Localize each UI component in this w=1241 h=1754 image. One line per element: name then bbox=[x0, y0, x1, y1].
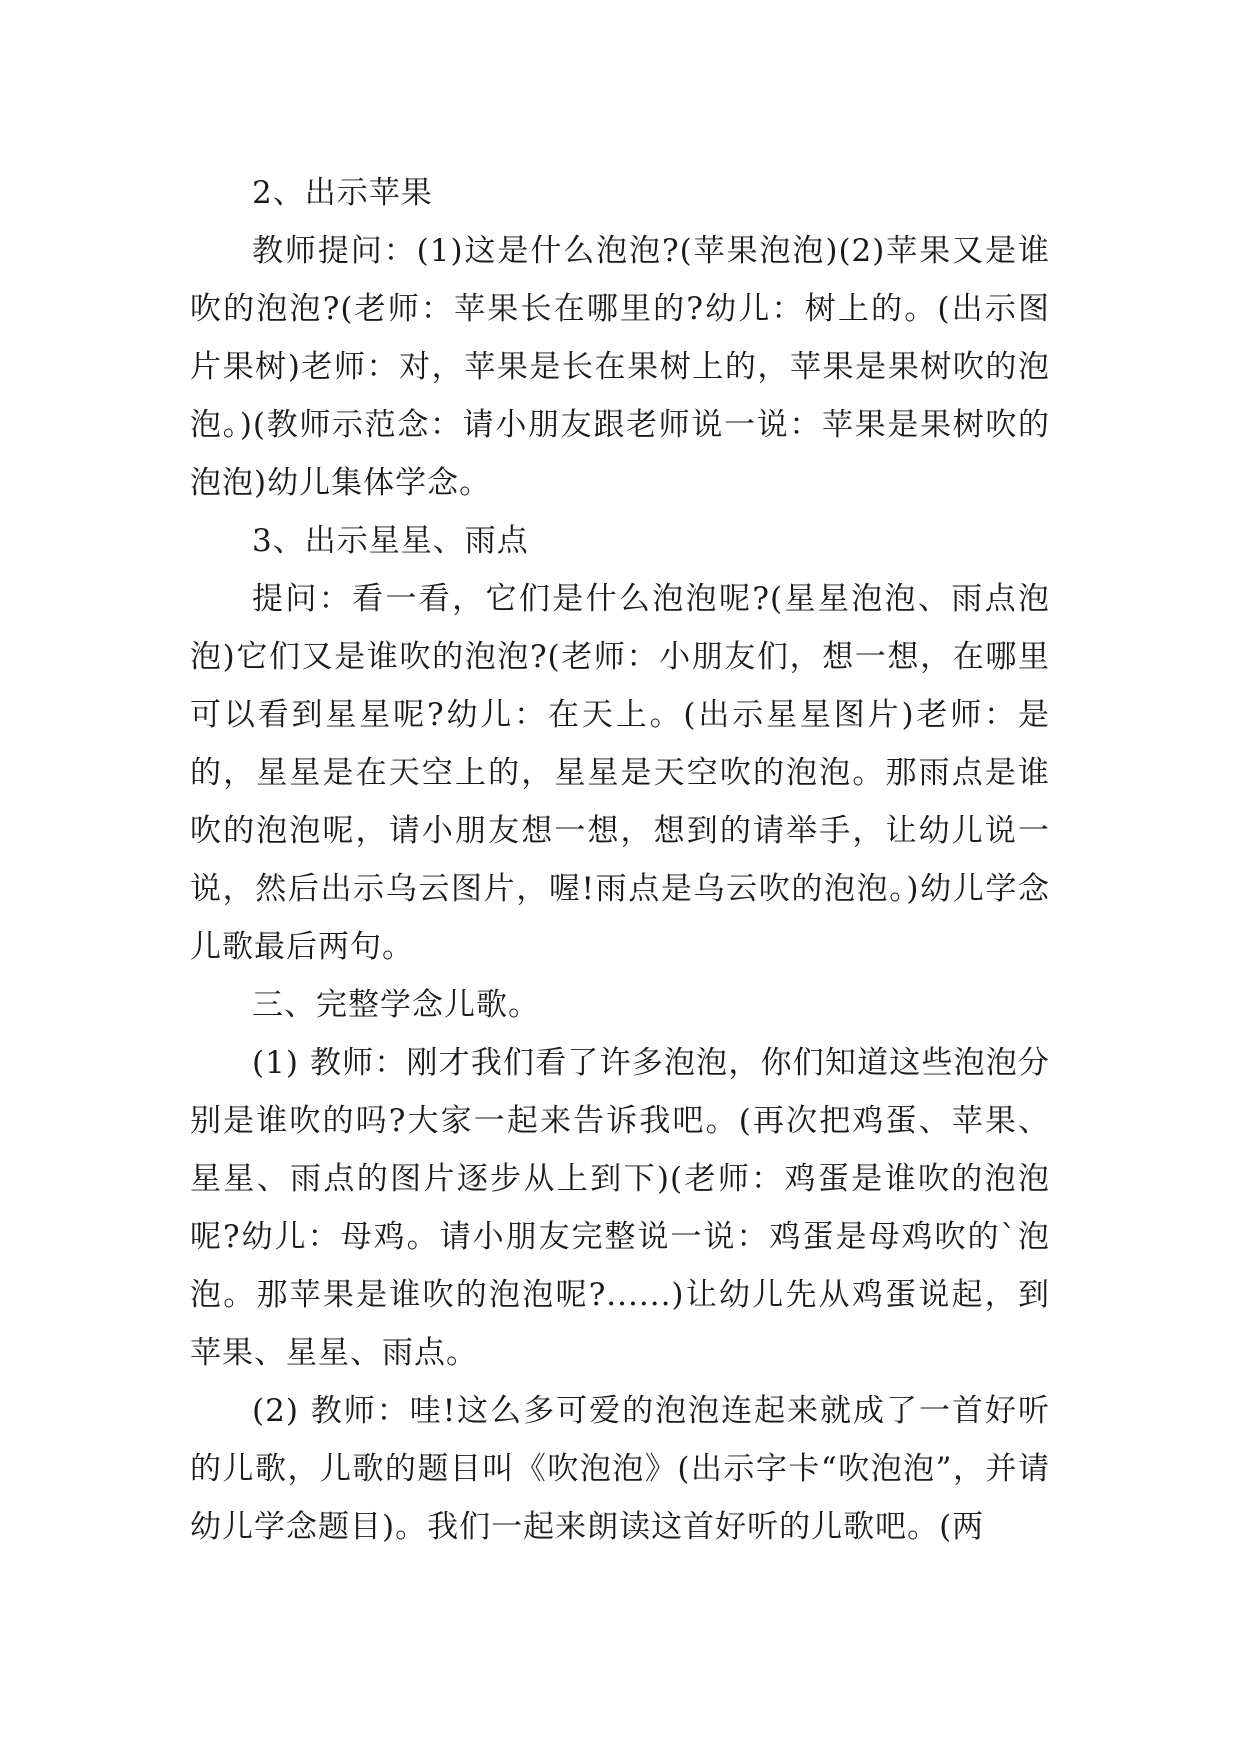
paragraph-heading-show-apple: 2、出示苹果 bbox=[252, 175, 433, 211]
paragraph-heading-full-song: 三、完整学念儿歌。 bbox=[252, 987, 540, 1023]
document-body bbox=[190, 164, 1050, 1556]
paragraph-step-1: (1) 教师：刚才我们看了许多泡泡，你们知道这些泡泡分别是谁吹的吗?大家一起来告诉我吧。(再次把鸡蛋、苹果、星星、雨点的图片逐步从上到下)(老师：鸡蛋是谁吹的泡泡呢?幼儿：母鸡。请小朋友完整说一说：鸡蛋是母鸡吹的`泡泡。那苹果是谁吹的泡泡呢?......)让幼儿先从鸡蛋说起，到苹果、星星、雨点。 bbox=[190, 1045, 1050, 1371]
paragraph-stars-rain-questions: 提问：看一看，它们是什么泡泡呢?(星星泡泡、雨点泡泡)它们又是谁吹的泡泡?(老师：小朋友们，想一想，在哪里可以看到星星呢?幼儿：在天上。(出示星星图片)老师：是的，星星是在天空上的，星星是天空吹的泡泡。那雨点是谁吹的泡泡呢，请小朋友想一想，想到的请举手，让幼儿说一说，然后出示乌云图片，喔!雨点是乌云吹的泡泡。)幼儿学念儿歌最后两句。 bbox=[190, 581, 1050, 965]
paragraph-step-2: (2) 教师：哇!这么多可爱的泡泡连起来就成了一首好听的儿歌，儿歌的题目叫《吹泡泡》(出示字卡“吹泡泡”，并请幼儿学念题目)。我们一起来朗读这首好听的儿歌吧。(两 bbox=[190, 1393, 1050, 1545]
paragraph-heading-show-stars-rain: 3、出示星星、雨点 bbox=[252, 523, 529, 559]
paragraph-apple-questions: 教师提问：(1)这是什么泡泡?(苹果泡泡)(2)苹果又是谁吹的泡泡?(老师：苹果长在哪里的?幼儿：树上的。(出示图片果树)老师：对，苹果是长在果树上的，苹果是果树吹的泡泡。)(教师示范念：请小朋友跟老师说一说：苹果是果树吹的泡泡)幼儿集体学念。 bbox=[190, 233, 1050, 501]
